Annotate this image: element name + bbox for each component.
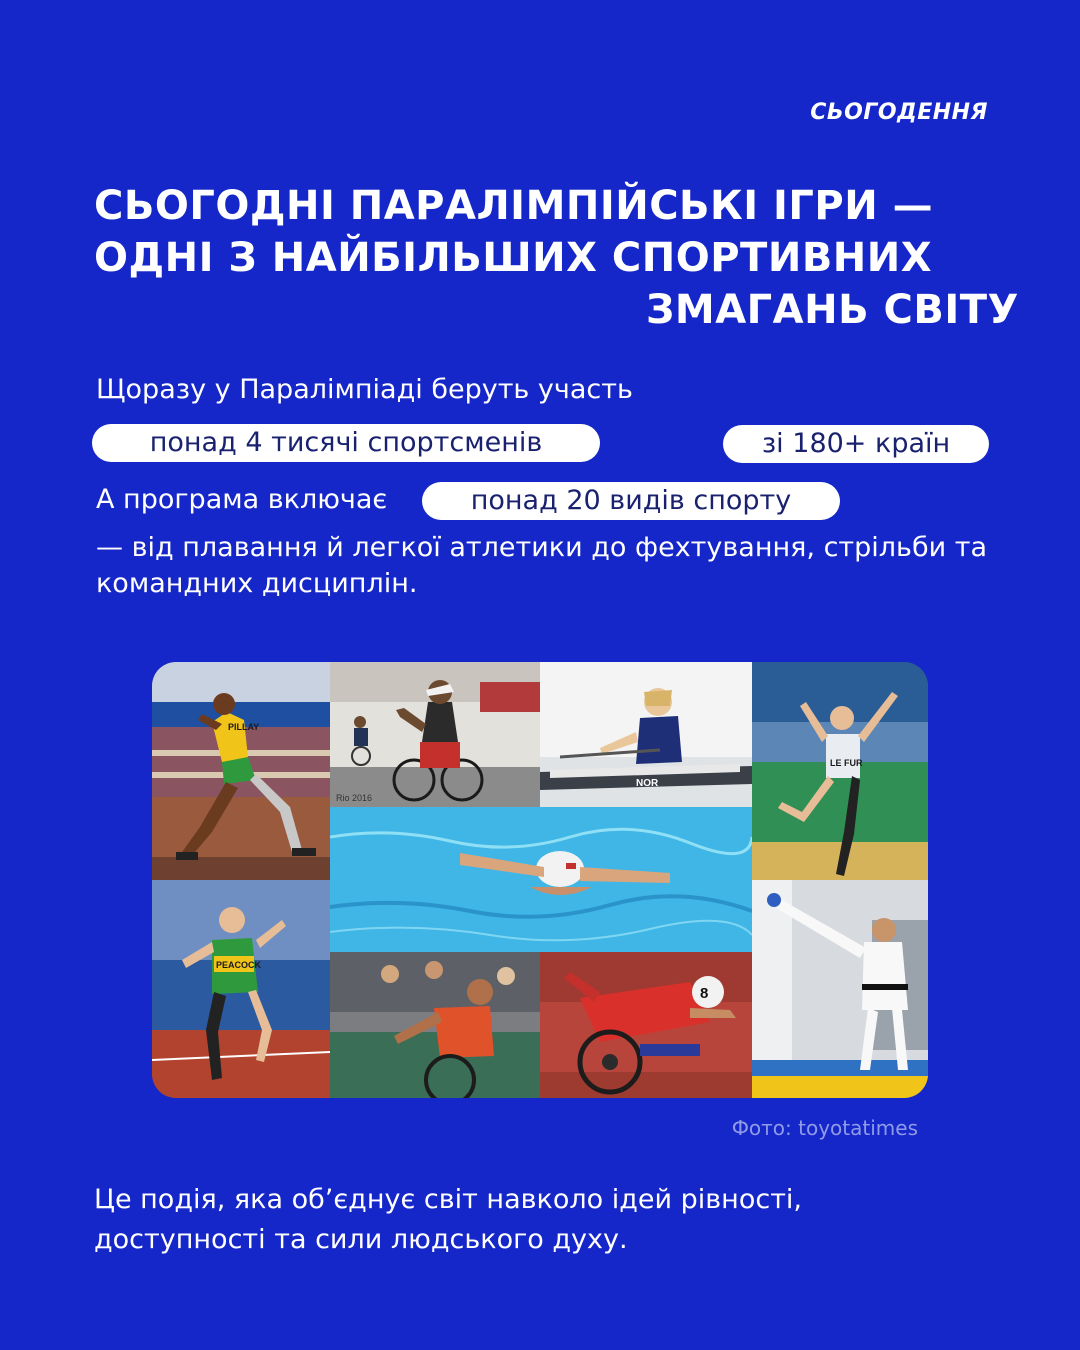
photo-collage — [152, 662, 928, 1098]
boat-country: NOR — [636, 778, 659, 789]
rio-watermark: Rio 2016 — [336, 793, 373, 803]
bib-peacock: PEACOCK — [216, 960, 262, 970]
disciplines-text — [96, 530, 987, 602]
countries-highlight-pill: зі 180+ країн — [723, 425, 989, 463]
photo-taekwondo — [752, 880, 928, 1098]
photo-wheelchair-tennis — [330, 952, 540, 1098]
bib-pillay: PILLAY — [228, 722, 260, 732]
disciplines-line-1: — від плавання й легкої атлетики до фехтування, стрільби та — [96, 532, 987, 563]
headline-line-1: СЬОГОДНІ ПАРАЛІМПІЙСЬКІ ІГРИ — — [94, 183, 934, 229]
closing-text — [94, 1180, 802, 1260]
intro-text: Щоразу у Паралімпіаді беруть участь — [96, 374, 633, 405]
photo-rowing — [540, 662, 752, 807]
bib-lefur: LE FUR — [830, 758, 863, 768]
closing-line-2: доступності та сили людського духу. — [94, 1224, 628, 1255]
headline-line-2: ОДНІ З НАЙБІЛЬШИХ СПОРТИВНИХ — [94, 235, 933, 281]
photo-swimming — [330, 807, 752, 952]
program-text: А програма включає — [96, 484, 388, 515]
photo-shot-put — [152, 662, 330, 880]
photo-long-jump — [752, 662, 928, 880]
photo-caption: Фото: toyotatimes — [731, 1116, 918, 1140]
disciplines-line-2: командних дисциплін. — [96, 568, 418, 599]
photo-sprinter — [152, 880, 330, 1098]
closing-line-1: Це подія, яка об’єднує світ навколо ідей рівності, — [94, 1184, 803, 1215]
section-label: СЬОГОДЕННЯ — [810, 100, 988, 125]
race-number: 8 — [700, 985, 709, 1002]
photo-hand-cycling — [330, 662, 540, 807]
athletes-highlight-pill: понад 4 тисячі спортсменів — [92, 424, 600, 462]
headline-line-3: ЗМАГАНЬ СВІТУ — [646, 287, 1019, 333]
headline — [94, 180, 1019, 336]
sports-highlight-pill: понад 20 видів спорту — [422, 482, 840, 520]
photo-wheelchair-racing — [540, 952, 752, 1098]
